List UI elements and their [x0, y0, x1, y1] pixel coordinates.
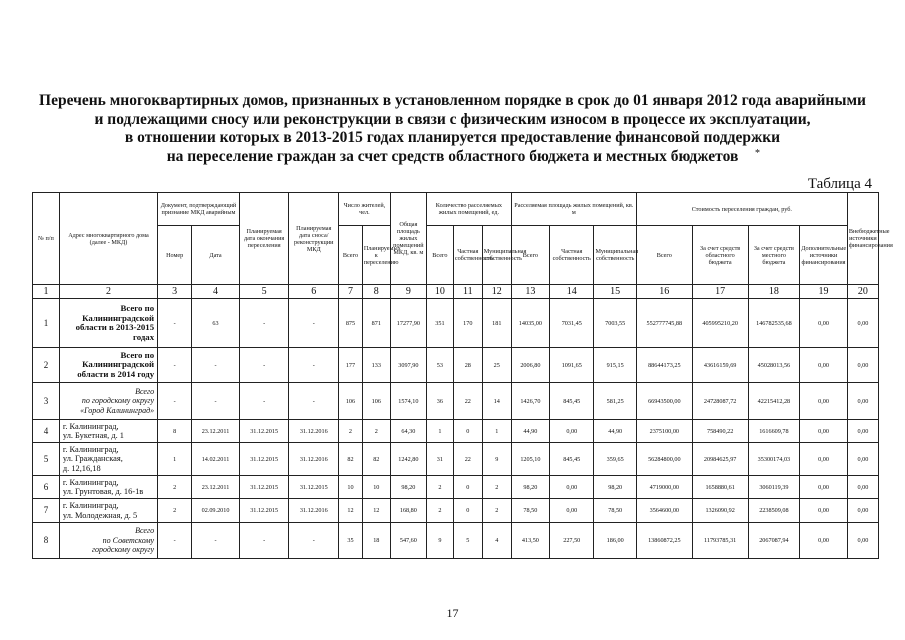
table-cell: 1658880,61: [692, 476, 748, 499]
table-cell: 2375100,00: [636, 420, 692, 443]
header-address: Адрес многоквартирного дома (далее - МКД): [59, 193, 157, 285]
header-rc-municipal: Муниципальная собственность: [482, 226, 511, 285]
table-cell: 31.12.2015: [239, 476, 289, 499]
table-cell: 0,00: [800, 476, 848, 499]
table-cell: 1: [482, 420, 511, 443]
table-cell: 35300174,03: [748, 443, 800, 476]
header-cost-local: За счет средств местного бюджета: [748, 226, 800, 285]
table-cell: 78,50: [594, 499, 636, 523]
table-cell: 0,00: [847, 299, 878, 348]
table-cell: 0,00: [847, 420, 878, 443]
document-title: [30, 92, 875, 166]
table-cell: 88644173,25: [636, 348, 692, 383]
table-cell: -: [158, 383, 192, 420]
table-cell: 133: [362, 348, 390, 383]
table-cell: 12: [362, 499, 390, 523]
address-line: годах: [132, 331, 155, 342]
column-number-cell: 11: [453, 285, 482, 299]
table-cell: -: [192, 383, 240, 420]
table-row: [33, 523, 879, 559]
header-rc-total: Всего: [426, 226, 453, 285]
houses-table: [32, 192, 893, 559]
table-cell: 0,00: [800, 348, 848, 383]
table-cell: 9: [426, 523, 453, 559]
table-cell: 7031,45: [550, 299, 594, 348]
table-cell: 31.12.2015: [289, 476, 339, 499]
header-doc-date: Дата: [192, 226, 240, 285]
table-cell: 31.12.2015: [239, 420, 289, 443]
table-cell: 2238509,08: [748, 499, 800, 523]
page-number: 17: [446, 606, 459, 620]
table-row: [33, 383, 879, 420]
table-cell: 31.12.2016: [289, 499, 339, 523]
table-cell: 5: [453, 523, 482, 559]
table-cell: 0,00: [800, 299, 848, 348]
table-cell: 98,20: [390, 476, 426, 499]
table-cell: 1: [158, 443, 192, 476]
table-cell: -: [289, 383, 339, 420]
table-cell: 0,00: [847, 443, 878, 476]
table-cell: 106: [362, 383, 390, 420]
table-row: [33, 420, 879, 443]
column-number-cell: 9: [390, 285, 426, 299]
column-number-cell: 2: [59, 285, 157, 299]
header-cost: Стоимость переселения граждан, руб.: [636, 193, 847, 226]
address-line: по городскому округу: [81, 396, 155, 406]
table-cell: 82: [362, 443, 390, 476]
address-line: области в 2014 году: [77, 368, 155, 379]
table-cell: 3564600,00: [636, 499, 692, 523]
table-cell: 0,00: [800, 383, 848, 420]
table-cell: 186,00: [594, 523, 636, 559]
title-line: в отношении которых в 2013-2015 годах планируется предоставление финансовой поддержки: [124, 129, 781, 146]
address-line: ул. Молодежная, д. 5: [62, 510, 138, 520]
column-number-cell: 8: [362, 285, 390, 299]
column-number-cell: 20: [847, 285, 878, 299]
table-cell: 875: [339, 299, 363, 348]
table-cell: 8: [158, 420, 192, 443]
table-cell: 14035,00: [511, 299, 549, 348]
header-ra-municipal: Муниципальная собственность: [594, 226, 636, 285]
table-cell: 31.12.2015: [239, 443, 289, 476]
row-address: [59, 443, 157, 476]
table-cell: 25: [482, 348, 511, 383]
table-cell: 1: [426, 420, 453, 443]
title-line: Перечень многоквартирных домов, признанных в установленном порядке в срок до 01 января 2012 года аварийными: [39, 92, 866, 109]
table-row: [33, 348, 879, 383]
header-rooms-area: Расселяемая площадь жилых помещений, кв. м: [511, 193, 636, 226]
row-number: 4: [33, 420, 60, 443]
table-cell: 28: [453, 348, 482, 383]
address-line: «Город Калининград»: [80, 405, 155, 415]
table-cell: 24728087,72: [692, 383, 748, 420]
table-cell: 0: [453, 420, 482, 443]
table-cell: 14: [482, 383, 511, 420]
title-line: на переселение граждан за счет средств областного бюджета и местных бюджетов: [166, 147, 739, 165]
table-cell: -: [289, 299, 339, 348]
table-cell: 31.12.2016: [289, 443, 339, 476]
table-cell: 413,50: [511, 523, 549, 559]
address-line: ул. Грунтовая, д. 16-1в: [62, 487, 144, 496]
row-number: 7: [33, 499, 60, 523]
table-cell: -: [239, 383, 289, 420]
table-cell: 106: [339, 383, 363, 420]
table-cell: 405995210,20: [692, 299, 748, 348]
table-cell: -: [239, 348, 289, 383]
table-cell: 547,60: [390, 523, 426, 559]
table-cell: 0,00: [550, 499, 594, 523]
table-cell: 170: [453, 299, 482, 348]
row-number: 6: [33, 476, 60, 499]
table-cell: 10: [362, 476, 390, 499]
table-cell: 3060119,39: [748, 476, 800, 499]
table-cell: 18: [362, 523, 390, 559]
table-cell: 2067087,94: [748, 523, 800, 559]
row-address: [59, 476, 157, 499]
address-line: д. 12,16,18: [62, 463, 101, 473]
table-cell: 42215412,28: [748, 383, 800, 420]
table-cell: 181: [482, 299, 511, 348]
address-line: Всего по: [120, 349, 155, 360]
table-cell: 0,00: [550, 420, 594, 443]
column-number-cell: 4: [192, 285, 240, 299]
table-cell: -: [192, 523, 240, 559]
row-address: [59, 420, 157, 443]
table-cell: 22: [453, 383, 482, 420]
table-cell: -: [192, 348, 240, 383]
table-cell: 1426,70: [511, 383, 549, 420]
header-cost-regional: За счет средств областного бюджета: [692, 226, 748, 285]
table-row: [33, 443, 879, 476]
title-line: и подлежащими сносу или реконструкции в связи с физическим износом в процессе их эксплуатации,: [94, 110, 811, 128]
table-cell: 35: [339, 523, 363, 559]
column-number-cell: 16: [636, 285, 692, 299]
table-cell: 20984625,97: [692, 443, 748, 476]
table-cell: 44,90: [511, 420, 549, 443]
address-line: городскому округу: [91, 545, 155, 555]
table-row: [33, 476, 879, 499]
header-cost-total: Всего: [636, 226, 692, 285]
table-cell: -: [158, 348, 192, 383]
table-cell: 44,90: [594, 420, 636, 443]
table-cell: 871: [362, 299, 390, 348]
table-cell: 4719000,00: [636, 476, 692, 499]
table-cell: 1091,65: [550, 348, 594, 383]
table-cell: 7003,55: [594, 299, 636, 348]
table-cell: 4: [482, 523, 511, 559]
address-line: г. Калининград,: [62, 444, 119, 454]
row-address: [59, 499, 157, 523]
table-cell: 146782535,68: [748, 299, 800, 348]
header-residents: Число жителей, чел.: [339, 193, 391, 226]
table-cell: 3097,90: [390, 348, 426, 383]
table-cell: 2: [339, 420, 363, 443]
column-number-cell: 7: [339, 285, 363, 299]
table-cell: 31: [426, 443, 453, 476]
table-cell: 43616159,69: [692, 348, 748, 383]
header-cost-offbudget: Внебюджетные источники финансирования: [847, 193, 878, 285]
table-cell: 2: [158, 476, 192, 499]
address-line: по Советскому: [102, 535, 155, 545]
header-doc-number: Номер: [158, 226, 192, 285]
table-cell: 36: [426, 383, 453, 420]
header-cost-additional: Дополнительные источники финансирования: [800, 226, 848, 285]
table-cell: 02.09.2010: [192, 499, 240, 523]
table-cell: -: [289, 523, 339, 559]
address-line: г. Калининград,: [62, 501, 119, 510]
table-cell: 64,30: [390, 420, 426, 443]
table-cell: 23.12.2011: [192, 476, 240, 499]
header-res-planned: Планируемых к переселению: [362, 226, 390, 285]
column-number-cell: 6: [289, 285, 339, 299]
address-line: Калининградской: [82, 312, 155, 323]
column-number-cell: 5: [239, 285, 289, 299]
row-number: 1: [33, 299, 60, 348]
column-number-cell: 15: [594, 285, 636, 299]
header-rooms-count: Количество расселяемых жилых помещений, ед.: [426, 193, 511, 226]
table-cell: 13860872,25: [636, 523, 692, 559]
table-cell: -: [239, 299, 289, 348]
address-line: ул. Гражданская,: [62, 454, 123, 464]
column-number-cell: 13: [511, 285, 549, 299]
table-cell: 17277,90: [390, 299, 426, 348]
table-label: Таблица 4: [807, 176, 872, 192]
header-rc-private: Частная собственность: [453, 226, 482, 285]
table-cell: 2: [482, 499, 511, 523]
table-cell: 0,00: [847, 499, 878, 523]
column-number-cell: 3: [158, 285, 192, 299]
table-cell: 0,00: [800, 420, 848, 443]
table-cell: 1205,10: [511, 443, 549, 476]
table-cell: 0: [453, 499, 482, 523]
header-document: Документ, подтверждающий признание МКД аварийным: [158, 193, 240, 226]
header-ra-private: Частная собственность: [550, 226, 594, 285]
row-address: [59, 383, 157, 420]
table-cell: 23.12.2011: [192, 420, 240, 443]
table-cell: 11793785,31: [692, 523, 748, 559]
table-cell: 227,50: [550, 523, 594, 559]
table-cell: 0,00: [847, 476, 878, 499]
table-cell: 98,20: [594, 476, 636, 499]
header-total-area: Общая площадь жилых помещений МКД, кв. м: [390, 193, 426, 285]
table-cell: 31.12.2015: [239, 499, 289, 523]
table-cell: 758490,22: [692, 420, 748, 443]
header-num: № п/п: [33, 193, 60, 285]
table-cell: 845,45: [550, 443, 594, 476]
address-line: г. Калининград,: [62, 477, 119, 487]
table-cell: 53: [426, 348, 453, 383]
address-line: Всего: [135, 386, 155, 396]
row-number: 3: [33, 383, 60, 420]
table-row: [33, 299, 879, 348]
header-planned-demolish: Планируемая дата сноса/ реконструкции МКД: [289, 193, 339, 285]
column-number-row: [33, 285, 879, 299]
table-cell: 2: [426, 499, 453, 523]
header-res-total: Всего: [339, 226, 363, 285]
table-cell: 63: [192, 299, 240, 348]
table-cell: 45028013,56: [748, 348, 800, 383]
column-number-cell: 18: [748, 285, 800, 299]
address-line: ул. Букетная, д. 1: [62, 431, 124, 440]
table-cell: -: [239, 523, 289, 559]
table-cell: 2: [158, 499, 192, 523]
column-number-cell: 12: [482, 285, 511, 299]
table-cell: 98,20: [511, 476, 549, 499]
table-cell: 0: [453, 476, 482, 499]
table-cell: 1326090,92: [692, 499, 748, 523]
title-footnote-mark: *: [755, 148, 760, 159]
table-cell: 0,00: [800, 443, 848, 476]
table-cell: 351: [426, 299, 453, 348]
address-line: области в 2013-2015: [75, 322, 155, 332]
table-cell: 581,25: [594, 383, 636, 420]
table-cell: 0,00: [800, 499, 848, 523]
table-body: [33, 299, 879, 559]
row-address: [59, 299, 157, 348]
table-row: [33, 499, 879, 523]
address-line: Всего: [135, 526, 155, 536]
column-number-cell: 14: [550, 285, 594, 299]
row-address: [59, 523, 157, 559]
table-cell: 915,15: [594, 348, 636, 383]
column-number-cell: 10: [426, 285, 453, 299]
table-cell: 78,50: [511, 499, 549, 523]
table-cell: 1616609,78: [748, 420, 800, 443]
table-cell: 0,00: [847, 348, 878, 383]
table-cell: 56284800,00: [636, 443, 692, 476]
table-cell: 0,00: [847, 523, 878, 559]
table-cell: 0,00: [800, 523, 848, 559]
header-ra-total: Всего: [511, 226, 549, 285]
table-cell: 1242,80: [390, 443, 426, 476]
table-cell: 359,65: [594, 443, 636, 476]
column-number-cell: 1: [33, 285, 60, 299]
table-cell: 177: [339, 348, 363, 383]
table-cell: 14.02.2011: [192, 443, 240, 476]
column-number-cell: 17: [692, 285, 748, 299]
table-cell: 82: [339, 443, 363, 476]
header-planned-end-resettle: Планируемая дата окончания переселения: [239, 193, 289, 285]
table-cell: -: [158, 299, 192, 348]
table-cell: 845,45: [550, 383, 594, 420]
address-line: Калининградской: [82, 359, 155, 370]
table-cell: 2: [482, 476, 511, 499]
table-cell: 22: [453, 443, 482, 476]
address-line: Всего по: [120, 303, 155, 313]
table-cell: 66943500,00: [636, 383, 692, 420]
row-address: [59, 348, 157, 383]
table-cell: 0,00: [847, 383, 878, 420]
table-cell: -: [158, 523, 192, 559]
table-cell: 1574,10: [390, 383, 426, 420]
table-cell: 552777745,88: [636, 299, 692, 348]
table-cell: 12: [339, 499, 363, 523]
column-number-cell: 19: [800, 285, 848, 299]
table-cell: 168,80: [390, 499, 426, 523]
table-cell: 2: [426, 476, 453, 499]
row-number: 2: [33, 348, 60, 383]
table-cell: 10: [339, 476, 363, 499]
table-cell: -: [289, 348, 339, 383]
row-number: 5: [33, 443, 60, 476]
table-cell: 9: [482, 443, 511, 476]
row-number: 8: [33, 523, 60, 559]
table-cell: 2: [362, 420, 390, 443]
address-line: г. Калининград,: [62, 421, 119, 431]
table-cell: 0,00: [550, 476, 594, 499]
table-cell: 2006,80: [511, 348, 549, 383]
table-cell: 31.12.2016: [289, 420, 339, 443]
